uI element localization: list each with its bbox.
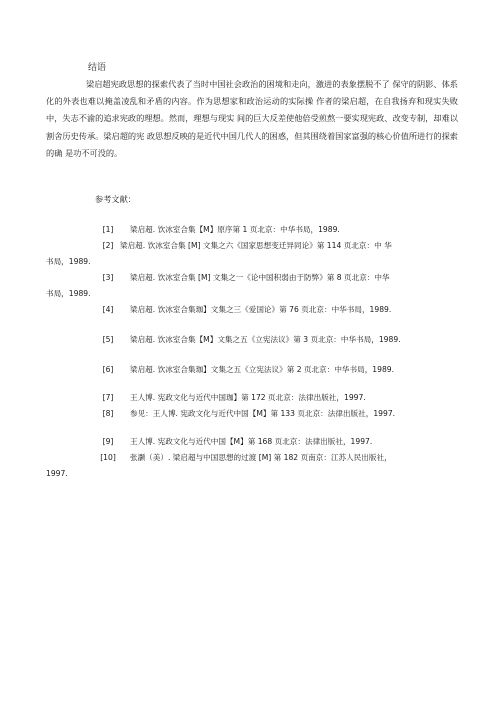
reference-text: 梁启超. 饮冰室合集 [M] 文集之一《论中国积弱由于防弊》第 8 页北京：中华 bbox=[130, 273, 390, 282]
reference-item bbox=[60, 362, 460, 378]
reference-text-continued: 书局，1989. bbox=[46, 256, 91, 266]
reference-number: [9] bbox=[102, 437, 114, 446]
reference-number: [1] bbox=[102, 225, 114, 234]
reference-text: 梁启超. 饮冰室合集珈】文集之三《爱国论》第 76 页北京：中华书局，1989. bbox=[130, 305, 392, 314]
reference-text: 梁启超. 饮冰室合集珈】文集之五《立宪法议》第 2 页北京：中华书局，1989. bbox=[130, 365, 395, 374]
reference-item bbox=[60, 390, 460, 406]
reference-item bbox=[60, 434, 460, 450]
reference-text-continued: 1997. bbox=[46, 468, 68, 478]
reference-item bbox=[46, 450, 460, 481]
reference-text: 参见：王人博. 宪政文化与近代中国【M】第 133 页北京：法律出版社，1997. bbox=[130, 409, 396, 418]
reference-number: [7] bbox=[102, 393, 114, 402]
reference-text: 梁启超. 饮冰室合集【M】原序第 1 页北京：中华书局，1989. bbox=[130, 225, 340, 234]
reference-number: [5] bbox=[102, 335, 114, 344]
reference-item bbox=[46, 270, 460, 301]
reference-text-continued: 书局，1989. bbox=[46, 288, 91, 298]
reference-text: 王人博. 宪政文化与近代中国【M】第 168 页北京：法律出版社，1997. bbox=[130, 437, 373, 446]
reference-text: 梁启超. 饮冰室合集 [M] 文集之六《国家思想变迁异同论》第 114 页北京：中 华 bbox=[120, 241, 392, 250]
reference-number: [3] bbox=[102, 273, 114, 282]
references-title: 参考文献： bbox=[95, 194, 136, 204]
section-heading: 结语 bbox=[88, 63, 107, 73]
reference-number: [4] bbox=[102, 305, 114, 314]
reference-item bbox=[60, 406, 460, 422]
reference-text: 梁启超. 饮冰室合集【M】文集之五《立宪法议》第 3 页北京：中华书局，1989. bbox=[130, 335, 401, 344]
reference-item bbox=[60, 302, 460, 318]
reference-number: [10] bbox=[100, 453, 116, 462]
reference-item bbox=[60, 332, 460, 348]
reference-number: [2] bbox=[102, 241, 114, 250]
conclusion-paragraph: 梁启超宪政思想的探索代表了当时中国社会政治的困境和走向，激进的表象摆脱不了 保守的阴影、体系化的外表也难以掩盖凌乱和矛盾的内容。作为思想家和政治运动的实际操 作者的梁启超，在自我扬弃和现实失败中，失志不渝的追求宪政的理想。然而，理想与现实 间的巨大反差使他倍受煎熬一要实现宪政、改变专制，却难以割舍历史传承。梁启超的宪 政思想反映的是近代中国几代人的困惑，但其围绕着国家富强的核心价值所进行的探索的确 是功不可没的。 bbox=[46, 79, 458, 158]
reference-item bbox=[46, 238, 460, 269]
reference-number: [8] bbox=[102, 409, 114, 418]
reference-item bbox=[60, 222, 460, 238]
reference-number: [6] bbox=[102, 365, 114, 374]
reference-text: 王人博. 宪政文化与近代中国珈】第 172 页北京：法律出版社，1997. bbox=[130, 393, 366, 402]
reference-text: 张灏（美）. 梁启超与中国思想的过渡 [M] 第 182 页南京：江苏人民出版社， bbox=[130, 453, 392, 462]
